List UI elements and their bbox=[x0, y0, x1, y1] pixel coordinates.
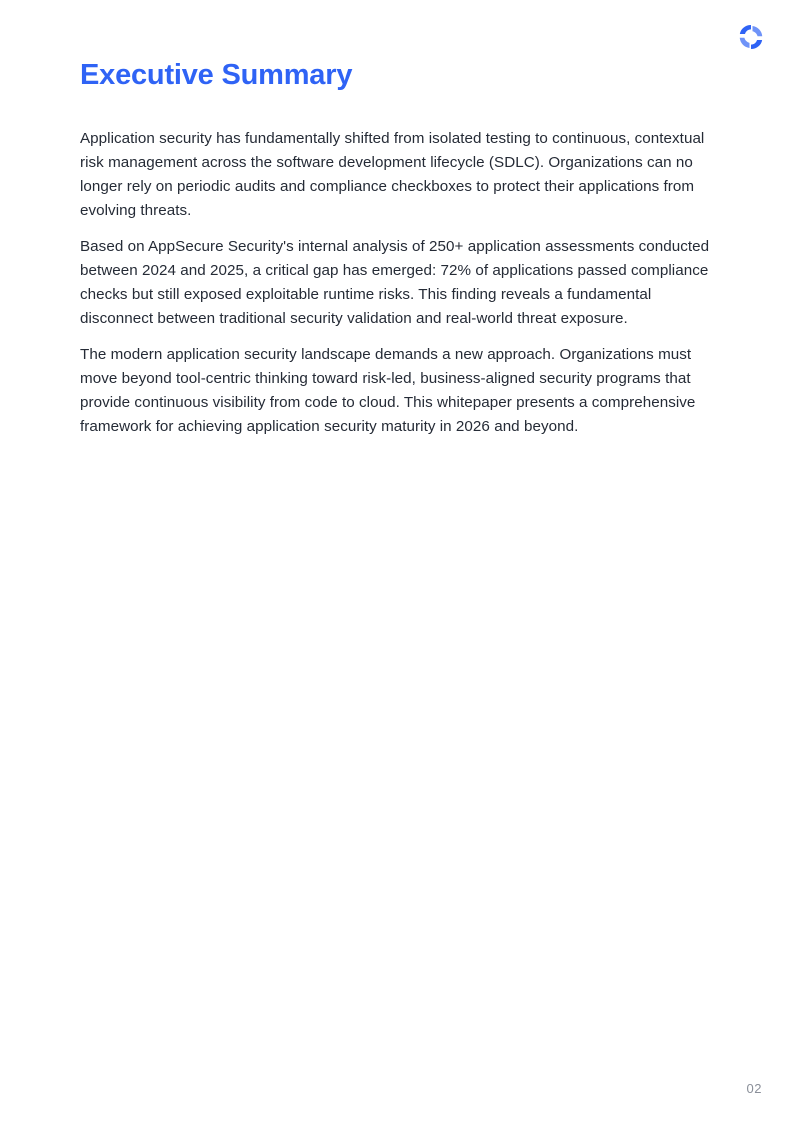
page-number: 02 bbox=[746, 1081, 762, 1096]
appsecure-logo-icon bbox=[736, 22, 766, 52]
body-paragraph: The modern application security landscape demands a new approach. Organizations must move beyond tool-centric thinking toward risk-led, business-aligned security programs that provide continuous visibility from code to cloud. This whitepaper presents a comprehensive framework for achieving application security maturity in 2026 and beyond. bbox=[80, 345, 696, 435]
page-title: Executive Summary bbox=[80, 59, 353, 91]
body-paragraph: Based on AppSecure Security's internal analysis of 250+ application assessments conducted between 2024 and 2025, a critical gap has emerged: 72% of applications passed compliance checks but still exposed exploitable runtime risks. This finding reveals a fundamental disconnect between traditional security validation and real-world threat exposure. bbox=[80, 237, 710, 327]
page-content bbox=[80, 58, 712, 439]
body-paragraph: Application security has fundamentally shifted from isolated testing to continuous, contextual risk management across the software development lifecycle (SDLC). Organizations can no longer rely on periodic audits and compliance checkboxes to protect their applications from evolving threats. bbox=[80, 129, 705, 219]
